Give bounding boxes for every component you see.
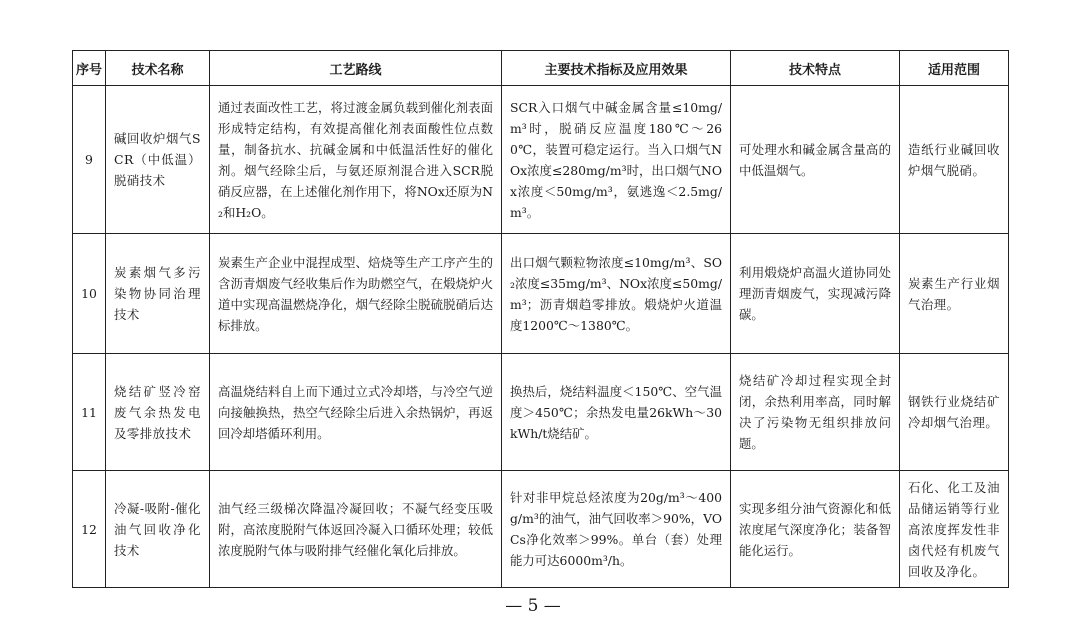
row-process: 通过表面改性工艺，将过渡金属负载到催化剂表面形成特定结构，有效提高催化剂表面酸性位点数量，制备抗水、抗碱金属和中低温活性好的催化剂。烟气经除尘后，与氨还原剂混合进入SCR脱硝反应器，在上述催化剂作用下，将NOx还原为N₂和H₂O。 — [210, 86, 502, 234]
header-name: 技术名称 — [106, 51, 210, 86]
row-scope: 炭素生产行业烟气治理。 — [900, 234, 1009, 354]
row-metrics: 出口烟气颗粒物浓度≤10mg/m³、SO₂浓度≤35mg/m³、NOx浓度≤50mg/m³；沥青烟趋零排放。煅烧炉火道温度1200℃～1380℃。 — [502, 234, 731, 354]
technology-table — [72, 50, 1009, 588]
row-tech-name: 炭素烟气多污染物协同治理技术 — [106, 234, 210, 354]
table-header-row — [73, 51, 1009, 86]
row-tech-name: 碱回收炉烟气SCR（中低温）脱硝技术 — [106, 86, 210, 234]
page-number: — 5 — — [505, 596, 561, 616]
table-row — [73, 234, 1009, 354]
row-num: 9 — [73, 86, 106, 234]
row-num: 11 — [73, 354, 106, 471]
row-features: 烧结矿冷却过程实现全封闭，余热利用率高，同时解决了污染物无组织排放问题。 — [731, 354, 900, 471]
table-row — [73, 471, 1009, 588]
header-scope: 适用范围 — [900, 51, 1009, 86]
row-metrics: 针对非甲烷总烃浓度为20g/m³～400g/m³的油气，油气回收率＞90%，VOCs净化效率＞99%。单台（套）处理能力可达6000m³/h。 — [502, 471, 731, 588]
row-scope: 钢铁行业烧结矿冷却烟气治理。 — [900, 354, 1009, 471]
row-process: 油气经三级梯次降温冷凝回收；不凝气经变压吸附，高浓度脱附气体返回冷凝入口循环处理；较低浓度脱附气体与吸附排气经催化氧化后排放。 — [210, 471, 502, 588]
table-row — [73, 354, 1009, 471]
row-tech-name: 冷凝-吸附-催化油气回收净化技术 — [106, 471, 210, 588]
header-features: 技术特点 — [731, 51, 900, 86]
row-process: 高温烧结料自上而下通过立式冷却塔，与冷空气逆向接触换热，热空气经除尘后进入余热锅炉，再返回冷却塔循环利用。 — [210, 354, 502, 471]
header-num: 序号 — [73, 51, 106, 86]
row-features: 实现多组分油气资源化和低浓度尾气深度净化；装备智能化运行。 — [731, 471, 900, 588]
row-features: 可处理水和碱金属含量高的中低温烟气。 — [731, 86, 900, 234]
row-scope: 石化、化工及油品储运销等行业高浓度挥发性非卤代烃有机废气回收及净化。 — [900, 471, 1009, 588]
header-metrics: 主要技术指标及应用效果 — [502, 51, 731, 86]
row-features: 利用煅烧炉高温火道协同处理沥青烟废气，实现减污降碳。 — [731, 234, 900, 354]
row-metrics: 换热后，烧结料温度＜150℃、空气温度＞450℃；余热发电量26kWh～30kWh/t烧结矿。 — [502, 354, 731, 471]
row-metrics: SCR入口烟气中碱金属含量≤10mg/m³时，脱硝反应温度180℃～260℃，装置可稳定运行。当入口烟气NOx浓度≤280mg/m³时，出口烟气NOx浓度＜50mg/m³，氨逃逸＜2.5mg/m³。 — [502, 86, 731, 234]
row-tech-name: 烧结矿竖冷窑废气余热发电及零排放技术 — [106, 354, 210, 471]
row-process: 炭素生产企业中混捏成型、焙烧等生产工序产生的含沥青烟废气经收集后作为助燃空气，在煅烧炉火道中实现高温燃烧净化，烟气经除尘脱硫脱硝后达标排放。 — [210, 234, 502, 354]
table-row — [73, 86, 1009, 234]
row-num: 10 — [73, 234, 106, 354]
header-process: 工艺路线 — [210, 51, 502, 86]
row-scope: 造纸行业碱回收炉烟气脱硝。 — [900, 86, 1009, 234]
row-num: 12 — [73, 471, 106, 588]
